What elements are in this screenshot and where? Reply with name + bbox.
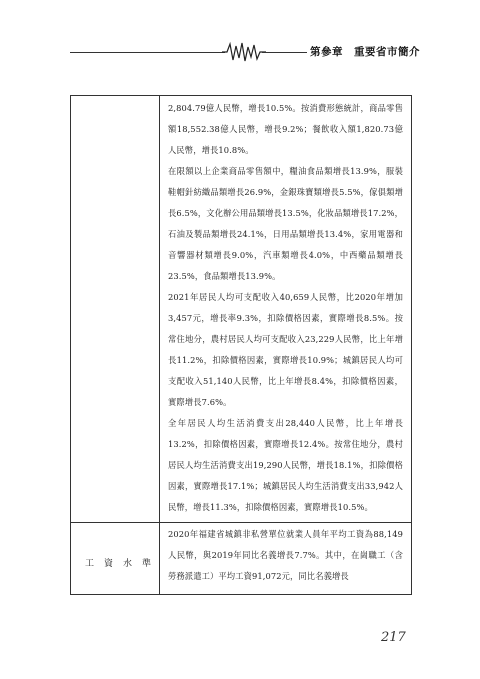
data-table — [70, 95, 412, 595]
paragraph-category-growth: 在限額以上企業商品零售額中，糧油食品類增長13.9%，服裝鞋帽針紡織品類增長26.9%，金銀珠寶類增長5.5%，傢俱類增長6.5%，文化辦公用品類增長13.5%，化妝品類增長17.2%，石油及製品類增長24.1%，日用品類增長13.4%，家用電器和音響器材類增長9.0%，汽車類增長4.0%，中西藥品類增長23.5%，食品類增長13.9%。 — [168, 166, 403, 281]
row-label-wage-level: 工資水準 — [85, 559, 162, 569]
table-cell-wage-level — [168, 524, 403, 587]
paragraph-average-wage: 2020年福建省城鎮非私營單位就業人員年平均工資為88,149人民幣，與2019年同比名義增長7.7%。其中，在崗職工（含勞務派遣工）平均工資91,072元，同比名義增長 — [168, 529, 403, 581]
row-divider — [71, 522, 411, 523]
chapter-title: 第參章 重要省市簡介 — [310, 46, 420, 58]
column-divider — [159, 96, 160, 594]
paragraph-consumption-expenditure: 全年居民人均生活消費支出28,440人民幣，比上年增長13.2%，扣除價格因素，實際增長12.4%。按常住地分，農村居民人均生活消費支出19,290人民幣，增長18.1%，扣除價格因素，實際增長17.1%；城鎮居民人均生活消費支出33,942人民幣，增長11.3%，扣除價格因素，實際增長10.5%。 — [168, 418, 403, 512]
page-number: 217 — [381, 630, 406, 645]
header-rule-left — [70, 52, 225, 53]
paragraph-disposable-income: 2021年居民人均可支配收入40,659人民幣，比2020年增加3,457元，增長率9.3%，扣除價格因素，實際增長8.5%。按常住地分，農村居民人均可支配收入23,229人民幣，比上年增長11.2%，扣除價格因素，實際增長10.9%；城鎮居民人均可支配收入51,140人民幣，比上年增長8.4%，扣除價格因素，實際增長7.6%。 — [168, 292, 403, 407]
heartbeat-wave-icon — [222, 40, 266, 64]
header-rule-right — [262, 52, 307, 53]
paragraph-retail-sales: 2,804.79億人民幣，增長10.5%。按消費形態統計，商品零售額18,552.38億人民幣，增長9.2%；餐飲收入額1,820.73億人民幣，增長10.8%。 — [168, 103, 403, 155]
table-cell-consumption-income — [168, 98, 403, 518]
